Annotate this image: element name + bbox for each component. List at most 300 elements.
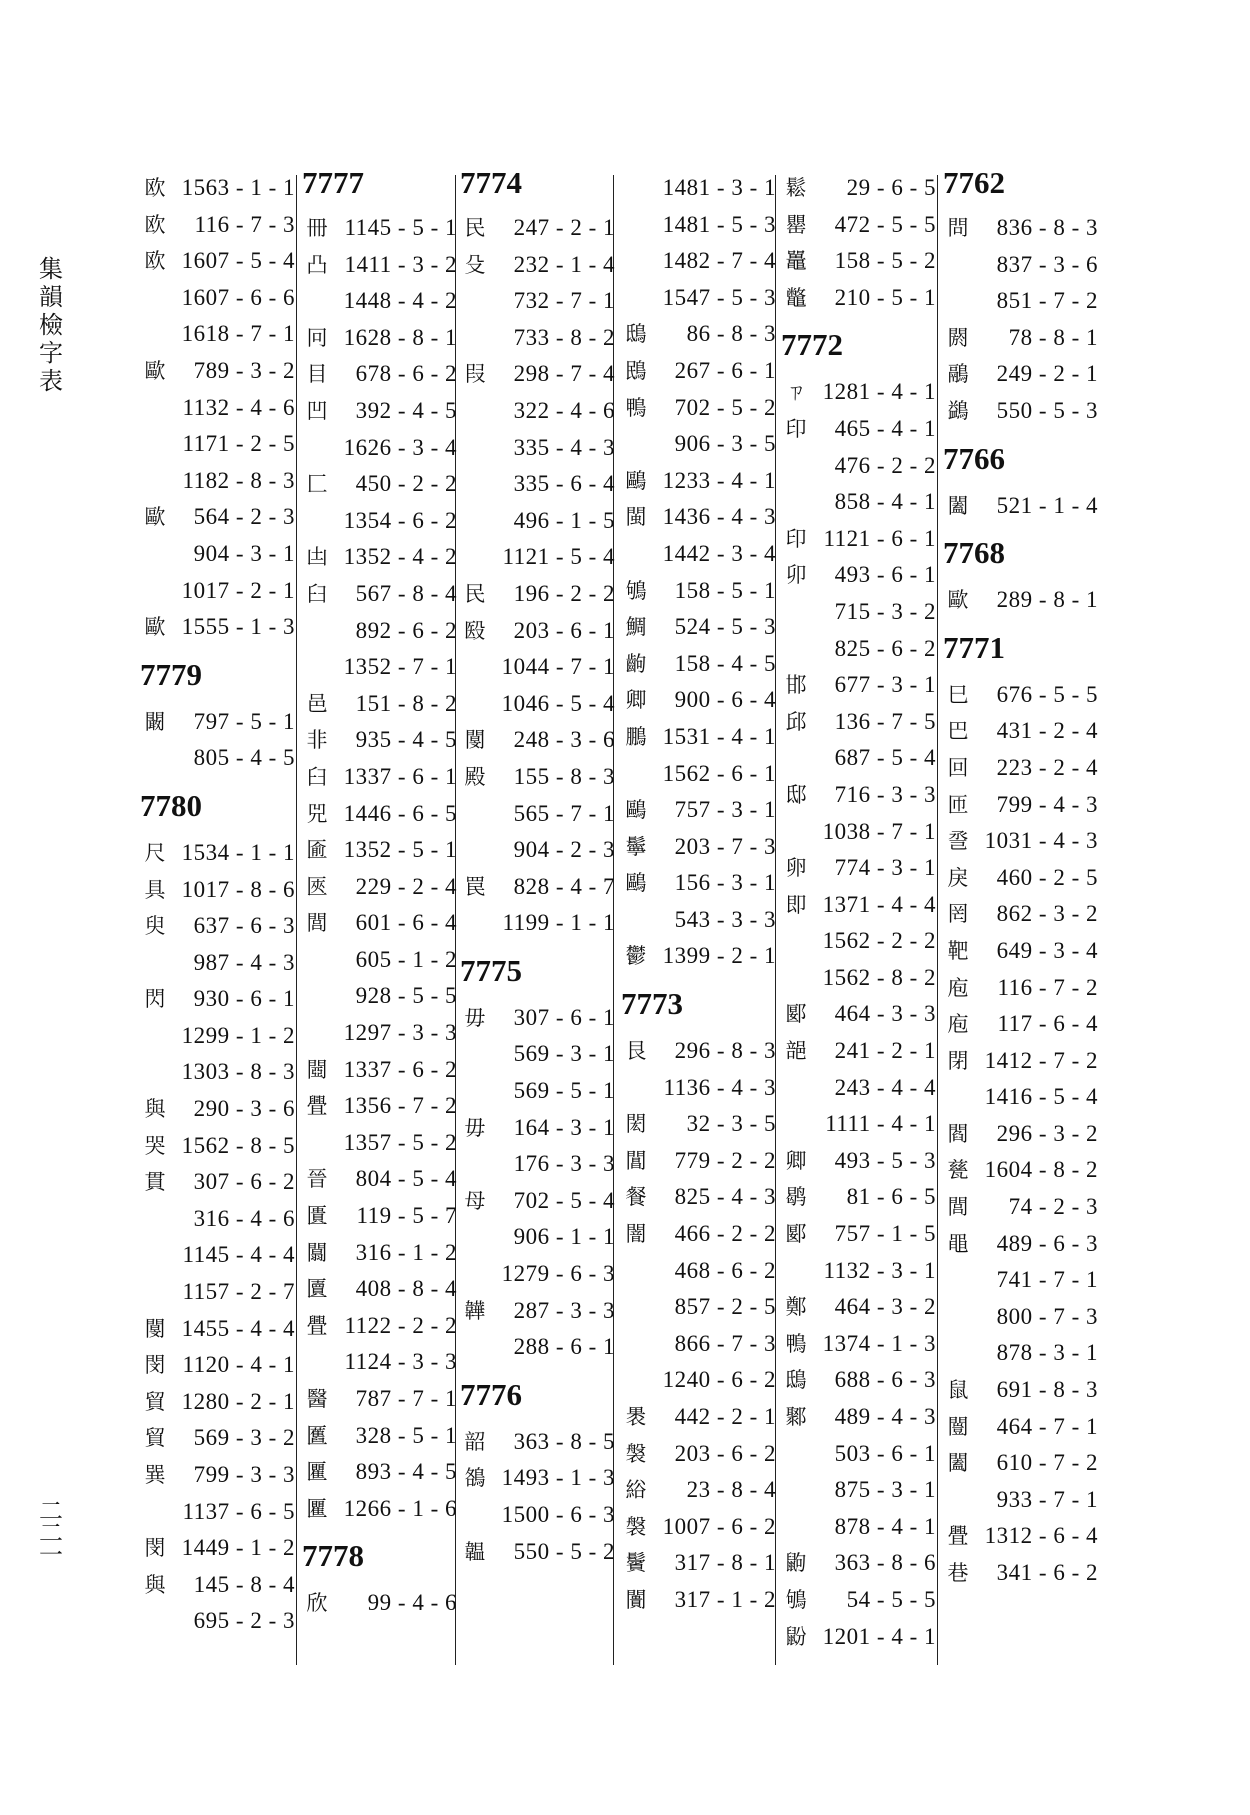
entry-character: 匚 <box>306 472 328 497</box>
entry-reference: 733 - 8 - 2 <box>513 324 615 350</box>
entry-character: 卯 <box>785 563 807 588</box>
entry-reference: 987 - 4 - 3 <box>193 949 295 975</box>
entry-reference: 1312 - 6 - 4 <box>984 1523 1098 1549</box>
index-entry <box>460 503 615 540</box>
index-entry <box>140 499 295 536</box>
entry-reference: 677 - 3 - 1 <box>834 672 936 698</box>
index-entry <box>460 247 615 284</box>
entry-character: 闇 <box>625 1222 647 1247</box>
entry-character: 匶 <box>306 1423 328 1448</box>
index-entry <box>943 1299 1098 1336</box>
index-entry <box>781 777 936 814</box>
index-entry <box>943 210 1098 247</box>
entry-character: 鷁 <box>947 398 969 423</box>
entry-character: 鬡 <box>625 834 647 859</box>
section-code: 7779 <box>140 656 202 692</box>
entry-character: 印 <box>785 416 807 441</box>
entry-reference: 862 - 3 - 2 <box>996 901 1098 927</box>
index-entry <box>140 280 295 317</box>
section-heading <box>621 975 776 1033</box>
entry-character: 欣 <box>306 1591 328 1616</box>
index-entry <box>302 796 457 833</box>
entry-reference: 267 - 6 - 1 <box>674 357 776 383</box>
entry-reference: 569 - 3 - 2 <box>193 1425 295 1451</box>
index-entry <box>140 1567 295 1604</box>
index-column-1 <box>140 170 295 1640</box>
entry-reference: 691 - 8 - 3 <box>996 1377 1098 1403</box>
entry-character: 臼 <box>306 581 328 606</box>
entry-reference: 1500 - 6 - 3 <box>501 1502 615 1527</box>
index-entry <box>302 1271 457 1308</box>
entry-character: 鬢 <box>625 1551 647 1576</box>
entry-character: 鷗 <box>625 871 647 896</box>
entry-character: 閉 <box>947 1048 969 1073</box>
index-entry <box>621 1216 776 1253</box>
entry-reference: 569 - 3 - 1 <box>513 1041 615 1067</box>
entry-character: 兕 <box>306 801 328 826</box>
entry-reference: 1416 - 5 - 4 <box>984 1084 1098 1110</box>
entry-character: 巳 <box>947 682 969 707</box>
entry-character: 鄭 <box>785 1295 807 1320</box>
entry-reference: 363 - 8 - 6 <box>834 1550 936 1576</box>
index-entry <box>460 722 615 759</box>
entry-reference: 1199 - 1 - 1 <box>502 910 615 936</box>
section-heading <box>943 165 1098 210</box>
index-entry <box>781 887 936 924</box>
index-entry <box>140 740 295 777</box>
entry-character: 匬 <box>306 838 328 863</box>
entry-reference: 78 - 8 - 1 <box>1008 324 1098 350</box>
index-entry <box>621 646 776 683</box>
index-entry <box>621 1070 776 1107</box>
section-heading <box>140 777 295 835</box>
entry-reference: 799 - 3 - 3 <box>193 1462 295 1487</box>
entry-character: 歐 <box>144 615 166 640</box>
entry-reference: 857 - 2 - 5 <box>674 1294 776 1320</box>
index-entry <box>302 283 457 320</box>
index-entry <box>140 1311 295 1348</box>
entry-reference: 1446 - 6 - 5 <box>343 800 457 826</box>
entry-reference: 164 - 3 - 1 <box>513 1114 615 1140</box>
index-entry <box>621 1436 776 1473</box>
entry-reference: 878 - 3 - 1 <box>996 1340 1098 1366</box>
entry-character: 民 <box>464 581 486 606</box>
section-code: 7762 <box>943 165 1005 200</box>
entry-character: 鯛 <box>625 615 647 640</box>
section-heading <box>943 619 1098 677</box>
index-entry <box>140 1018 295 1055</box>
entry-character: 與 <box>144 1097 166 1122</box>
index-entry <box>460 283 615 320</box>
index-entry <box>140 835 295 872</box>
entry-character: 臾 <box>144 914 166 939</box>
index-entry <box>140 945 295 982</box>
entry-reference: 1182 - 8 - 3 <box>182 467 295 493</box>
index-entry <box>781 1070 936 1107</box>
entry-character: 鬆 <box>785 176 807 200</box>
index-column-2 <box>302 165 457 1622</box>
entry-character: 餐 <box>625 1185 647 1210</box>
entry-reference: 203 - 7 - 3 <box>674 833 776 859</box>
entry-reference: 1371 - 4 - 4 <box>822 891 936 917</box>
index-entry <box>140 1494 295 1531</box>
index-entry <box>943 1226 1098 1263</box>
entry-reference: 1547 - 5 - 3 <box>662 284 776 310</box>
index-entry <box>140 353 295 390</box>
entry-character: 鴖 <box>625 358 647 383</box>
section-code: 7773 <box>621 986 683 1022</box>
entry-character: 匵 <box>306 1277 328 1302</box>
entry-reference: 1618 - 7 - 1 <box>181 321 295 347</box>
index-entry <box>943 1079 1098 1116</box>
index-entry <box>302 1344 457 1381</box>
entry-character: 匧 <box>306 874 328 899</box>
index-entry <box>621 1179 776 1216</box>
side-title <box>36 255 66 395</box>
entry-reference: 900 - 6 - 4 <box>674 687 776 713</box>
entry-character: 鴟 <box>625 322 647 347</box>
entry-character: 齣 <box>625 651 647 676</box>
entry-reference: 564 - 2 - 3 <box>193 504 295 530</box>
entry-character: 鴨 <box>625 395 647 420</box>
entry-character: 卿 <box>785 1148 807 1173</box>
entry-character: 罌 <box>785 212 807 237</box>
entry-character: 印 <box>785 526 807 551</box>
entry-reference: 392 - 4 - 5 <box>355 397 457 423</box>
index-entry <box>621 1545 776 1582</box>
entry-reference: 567 - 8 - 4 <box>355 580 457 606</box>
entry-reference: 1038 - 7 - 1 <box>822 818 936 844</box>
entry-reference: 203 - 6 - 1 <box>513 617 615 643</box>
entry-reference: 1121 - 5 - 4 <box>502 544 615 570</box>
index-entry <box>943 1518 1098 1555</box>
entry-reference: 408 - 8 - 4 <box>355 1276 457 1302</box>
entry-character: 邯 <box>785 673 807 698</box>
index-entry <box>460 356 615 393</box>
entry-reference: 229 - 2 - 4 <box>355 873 457 899</box>
index-entry <box>621 1472 776 1509</box>
entry-reference: 307 - 6 - 1 <box>513 1004 615 1030</box>
entry-reference: 543 - 3 - 3 <box>674 906 776 932</box>
index-entry <box>621 390 776 427</box>
entry-reference: 288 - 6 - 1 <box>513 1334 615 1360</box>
entry-reference: 1132 - 4 - 6 <box>182 394 295 420</box>
index-entry <box>621 938 776 975</box>
entry-character: 舋 <box>306 1094 328 1119</box>
entry-character: 非 <box>306 728 328 753</box>
index-entry <box>140 1384 295 1421</box>
entry-reference: 116 - 7 - 2 <box>997 974 1098 1000</box>
entry-character: 鼉 <box>785 249 807 274</box>
index-entry <box>781 1253 936 1290</box>
entry-reference: 1121 - 6 - 1 <box>823 525 936 551</box>
entry-reference: 81 - 6 - 5 <box>846 1184 936 1210</box>
entry-character: 凷 <box>306 545 328 570</box>
index-entry <box>140 1457 295 1494</box>
entry-character: 鼢 <box>785 1624 807 1649</box>
entry-reference: 158 - 5 - 1 <box>674 577 776 603</box>
entry-reference: 521 - 1 - 4 <box>996 492 1098 518</box>
entry-reference: 779 - 2 - 2 <box>674 1147 776 1173</box>
entry-reference: 524 - 5 - 3 <box>674 614 776 640</box>
entry-reference: 322 - 4 - 6 <box>513 397 615 423</box>
entry-reference: 687 - 5 - 4 <box>834 745 936 771</box>
entry-reference: 1303 - 8 - 3 <box>181 1059 295 1085</box>
index-entry <box>781 1143 936 1180</box>
entry-reference: 1448 - 4 - 2 <box>343 288 457 314</box>
entry-character: 闞 <box>144 709 166 734</box>
entry-reference: 493 - 6 - 1 <box>834 562 936 588</box>
section-heading <box>460 1366 615 1424</box>
entry-character: 邱 <box>785 709 807 734</box>
entry-character: 鬱 <box>625 944 647 969</box>
entry-character: 韶 <box>464 1429 486 1454</box>
entry-character: 閩 <box>625 505 647 530</box>
index-entry <box>943 1189 1098 1226</box>
entry-reference: 248 - 3 - 6 <box>513 727 615 753</box>
index-entry <box>943 787 1098 824</box>
index-entry <box>781 1216 936 1253</box>
entry-character: 褩 <box>625 1514 647 1539</box>
entry-reference: 241 - 2 - 1 <box>834 1038 936 1064</box>
index-entry <box>943 677 1098 714</box>
entry-reference: 678 - 6 - 2 <box>355 361 457 387</box>
entry-reference: 117 - 6 - 4 <box>997 1011 1098 1037</box>
entry-reference: 825 - 6 - 2 <box>834 635 936 661</box>
entry-reference: 1266 - 1 - 6 <box>343 1495 457 1521</box>
section-code: 7771 <box>943 629 1005 665</box>
entry-character: 問 <box>947 216 969 240</box>
entry-reference: 196 - 2 - 2 <box>513 580 615 606</box>
entry-reference: 904 - 3 - 1 <box>193 540 295 566</box>
index-entry <box>460 430 615 467</box>
entry-reference: 799 - 4 - 3 <box>996 791 1098 817</box>
index-entry <box>621 1509 776 1546</box>
entry-reference: 1481 - 5 - 3 <box>662 211 776 237</box>
entry-reference: 232 - 1 - 4 <box>513 251 615 277</box>
index-entry <box>302 1198 457 1235</box>
entry-reference: 489 - 6 - 3 <box>996 1230 1098 1256</box>
index-entry <box>460 1424 615 1461</box>
entry-reference: 1120 - 4 - 1 <box>182 1352 295 1378</box>
entry-character: 鷗 <box>625 468 647 493</box>
entry-reference: 851 - 7 - 2 <box>996 288 1098 314</box>
index-entry <box>781 448 936 485</box>
entry-reference: 878 - 4 - 1 <box>834 1513 936 1539</box>
entry-reference: 893 - 4 - 5 <box>355 1459 457 1485</box>
index-entry <box>621 499 776 536</box>
entry-reference: 1356 - 7 - 2 <box>343 1093 457 1119</box>
entry-character: 韞 <box>464 1539 486 1564</box>
entry-character: 庖 <box>947 975 969 1000</box>
index-entry <box>781 594 936 631</box>
entry-reference: 298 - 7 - 4 <box>513 361 615 387</box>
entry-character: 黽 <box>947 1231 969 1256</box>
section-code: 7772 <box>781 327 843 363</box>
entry-reference: 637 - 6 - 3 <box>193 913 295 939</box>
index-entry <box>460 466 615 503</box>
index-entry <box>302 1308 457 1345</box>
index-entry <box>781 557 936 594</box>
index-entry <box>781 923 936 960</box>
entry-character: 鹖 <box>785 1185 807 1210</box>
entry-character: 邸 <box>785 782 807 807</box>
index-entry <box>140 1274 295 1311</box>
entry-reference: 328 - 5 - 1 <box>355 1422 457 1448</box>
index-entry <box>302 1015 457 1052</box>
index-entry <box>460 1497 615 1534</box>
entry-character: 閺 <box>464 728 486 753</box>
entry-reference: 1136 - 4 - 3 <box>663 1074 776 1100</box>
index-entry <box>621 170 776 207</box>
index-entry <box>943 823 1098 860</box>
entry-character: 閸 <box>306 1057 328 1082</box>
index-entry <box>302 832 457 869</box>
entry-reference: 789 - 3 - 2 <box>193 357 295 383</box>
side-title-char: 字 <box>39 339 63 367</box>
index-entry <box>302 942 457 979</box>
index-entry <box>140 1091 295 1128</box>
entry-reference: 935 - 4 - 5 <box>355 727 457 753</box>
entry-character: 鴨 <box>785 1331 807 1356</box>
entry-reference: 1299 - 1 - 2 <box>181 1022 295 1048</box>
index-entry <box>943 1372 1098 1409</box>
entry-character: 匷 <box>306 1460 328 1485</box>
section-code: 7766 <box>943 440 1005 476</box>
index-entry <box>460 1183 615 1220</box>
index-entry <box>621 865 776 902</box>
section-code: 7780 <box>140 787 202 823</box>
entry-reference: 363 - 8 - 5 <box>513 1428 615 1454</box>
entry-reference: 601 - 6 - 4 <box>355 910 457 936</box>
entry-reference: 472 - 5 - 5 <box>834 211 936 237</box>
index-entry <box>621 207 776 244</box>
entry-reference: 1482 - 7 - 4 <box>662 248 776 274</box>
entry-reference: 468 - 6 - 2 <box>674 1257 776 1283</box>
index-entry <box>140 1164 295 1201</box>
entry-reference: 1628 - 8 - 1 <box>343 324 457 350</box>
index-entry <box>943 356 1098 393</box>
entry-reference: 247 - 2 - 1 <box>513 215 615 240</box>
index-entry <box>140 872 295 909</box>
entry-reference: 23 - 8 - 4 <box>686 1477 776 1503</box>
index-entry <box>621 536 776 573</box>
index-entry <box>460 905 615 942</box>
entry-character: 邑 <box>306 691 328 716</box>
index-entry <box>943 750 1098 787</box>
index-entry <box>781 1106 936 1143</box>
index-entry <box>302 649 457 686</box>
section-code: 7776 <box>460 1376 522 1412</box>
index-entry <box>621 829 776 866</box>
entry-reference: 1352 - 7 - 1 <box>343 654 457 680</box>
entry-reference: 1017 - 8 - 6 <box>181 876 295 902</box>
entry-reference: 828 - 4 - 7 <box>513 873 615 899</box>
entry-character: 欧 <box>144 249 166 274</box>
index-entry <box>460 1534 615 1571</box>
entry-reference: 145 - 8 - 4 <box>193 1571 295 1597</box>
index-entry <box>943 1262 1098 1299</box>
index-entry <box>460 796 615 833</box>
entry-reference: 442 - 2 - 1 <box>674 1404 776 1429</box>
index-entry <box>140 1128 295 1165</box>
side-title-char: 集 <box>39 255 63 283</box>
index-entry <box>621 1399 776 1436</box>
page-number <box>36 1497 66 1569</box>
section-heading <box>302 165 457 210</box>
entry-character: 闔 <box>947 493 969 518</box>
entry-reference: 1132 - 3 - 1 <box>823 1257 936 1283</box>
index-entry <box>140 207 295 244</box>
index-entry <box>302 686 457 723</box>
section-heading <box>781 316 936 374</box>
entry-reference: 787 - 7 - 1 <box>355 1386 457 1411</box>
entry-character: 貿 <box>144 1389 166 1414</box>
entry-reference: 757 - 1 - 5 <box>834 1221 936 1247</box>
section-heading <box>302 1527 457 1585</box>
entry-reference: 1352 - 5 - 1 <box>343 837 457 863</box>
index-entry <box>460 649 615 686</box>
entry-reference: 904 - 2 - 3 <box>513 837 615 863</box>
entry-character: 毋 <box>464 1115 486 1140</box>
entry-reference: 1046 - 5 - 4 <box>501 690 615 716</box>
index-entry <box>781 1326 936 1363</box>
entry-character: 庖 <box>947 1012 969 1037</box>
index-entry <box>781 521 936 558</box>
index-entry <box>943 860 1098 897</box>
entry-character: 舋 <box>306 1313 328 1338</box>
section-code: 7778 <box>302 1538 364 1574</box>
entry-character: 鼈 <box>785 285 807 310</box>
index-entry <box>140 1347 295 1384</box>
index-entry <box>140 243 295 280</box>
index-entry <box>460 1460 615 1497</box>
entry-reference: 307 - 6 - 2 <box>193 1169 295 1195</box>
index-entry <box>781 996 936 1033</box>
entry-reference: 716 - 3 - 3 <box>834 781 936 807</box>
entry-reference: 317 - 8 - 1 <box>674 1550 776 1576</box>
index-entry <box>781 411 936 448</box>
entry-reference: 99 - 4 - 6 <box>367 1590 457 1616</box>
entry-reference: 156 - 3 - 1 <box>674 870 776 896</box>
index-entry <box>781 631 936 668</box>
index-entry <box>140 908 295 945</box>
index-entry <box>302 1491 457 1528</box>
entry-character: 匷 <box>306 1496 328 1521</box>
entry-reference: 465 - 4 - 1 <box>834 415 936 441</box>
index-entry <box>460 759 615 796</box>
index-entry <box>621 1106 776 1143</box>
index-entry <box>302 1088 457 1125</box>
entry-character: 貫 <box>144 1170 166 1195</box>
entry-reference: 1124 - 3 - 3 <box>344 1349 457 1375</box>
index-entry <box>621 756 776 793</box>
index-entry <box>460 393 615 430</box>
entry-character: 匝 <box>947 792 969 817</box>
entry-reference: 464 - 7 - 1 <box>996 1413 1098 1439</box>
index-entry <box>621 243 776 280</box>
side-title-char: 檢 <box>39 311 63 339</box>
index-entry <box>302 1125 457 1162</box>
index-entry <box>943 1116 1098 1153</box>
entry-reference: 466 - 2 - 2 <box>674 1221 776 1247</box>
entry-reference: 223 - 2 - 4 <box>996 754 1098 780</box>
index-entry <box>140 390 295 427</box>
entry-character: 卿 <box>625 688 647 713</box>
entry-character: 罔 <box>947 902 969 927</box>
entry-reference: 29 - 6 - 5 <box>846 175 936 200</box>
entry-reference: 774 - 3 - 1 <box>834 855 936 881</box>
